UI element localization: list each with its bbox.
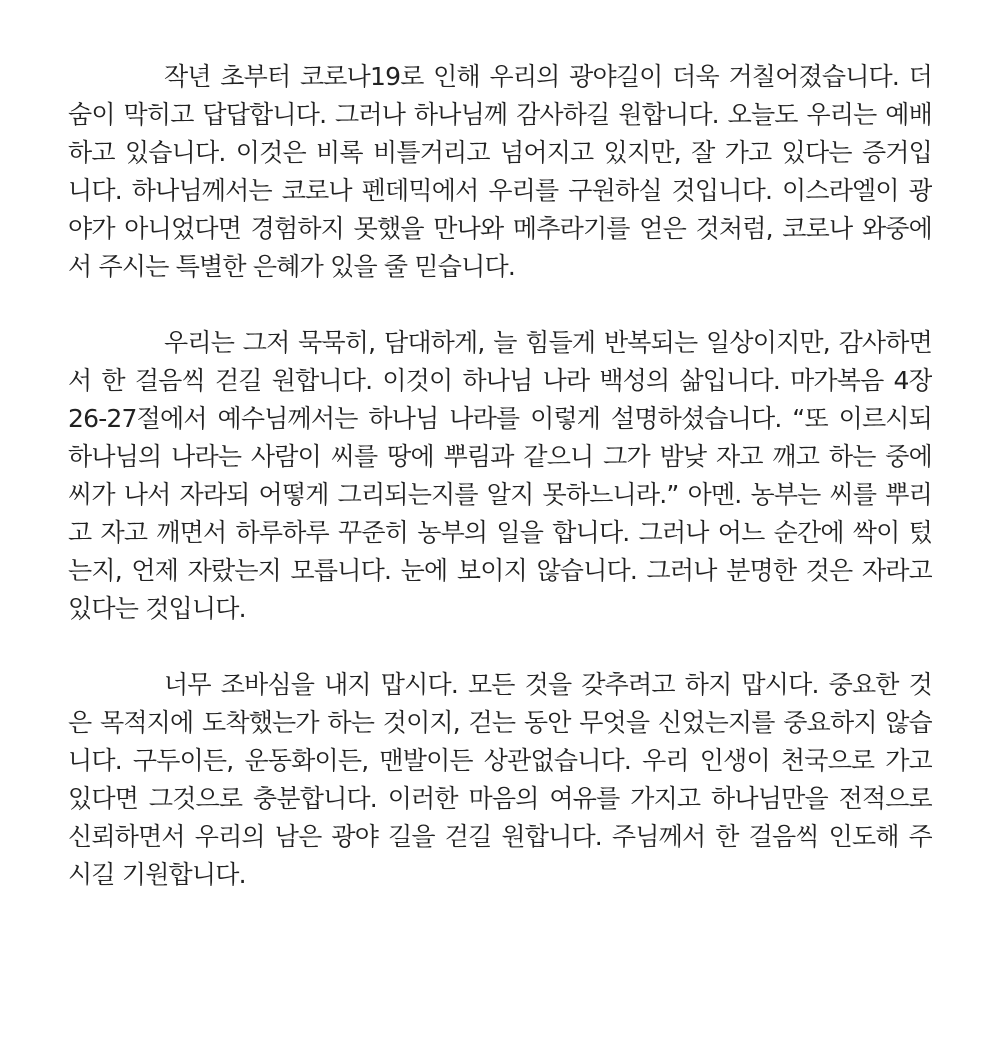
- text-line: 숨이 막히고 답답합니다. 그러나 하나님께 감사하길 원합니다. 오늘도 우리는 예배: [68, 100, 932, 129]
- paragraph-spacer: [68, 286, 932, 324]
- text-line: 니다. 하나님께서는 코로나 펜데믹에서 우리를 구원하실 것입니다. 이스라엘이 광: [68, 176, 932, 205]
- text-line: 씨가 나서 자라되 어떻게 그리되는지를 알지 못하느니라.” 아멘. 농부는 씨를 뿌리: [68, 480, 932, 509]
- text-line: 은 목적지에 도착했는가 하는 것이지, 걷는 동안 무엇을 신었는지를 중요하지 않습: [68, 708, 932, 737]
- text-line: 서 한 걸음씩 걷길 원합니다. 이것이 하나님 나라 백성의 삶입니다. 마가복음 4장: [68, 366, 932, 395]
- document-body: [68, 58, 932, 894]
- text-line: 니다. 구두이든, 운동화이든, 맨발이든 상관없습니다. 우리 인생이 천국으로 가고: [68, 746, 932, 775]
- text-line: 서 주시는 특별한 은혜가 있을 줄 믿습니다.: [68, 252, 515, 281]
- text-line: 있다면 그것으로 충분합니다. 이러한 마음의 여유를 가지고 하나님만을 전적으로: [68, 784, 932, 813]
- text-line: 하고 있습니다. 이것은 비록 비틀거리고 넘어지고 있지만, 잘 가고 있다는 증거입: [68, 138, 932, 167]
- text-line: 우리는 그저 묵묵히, 담대하게, 늘 힘들게 반복되는 일상이지만, 감사하면: [164, 328, 932, 357]
- paragraph-2: [68, 324, 932, 628]
- text-line: 작년 초부터 코로나19로 인해 우리의 광야길이 더욱 거칠어졌습니다. 더: [164, 62, 932, 91]
- text-line: 너무 조바심을 내지 맙시다. 모든 것을 갖추려고 하지 맙시다. 중요한 것: [164, 670, 932, 699]
- paragraph-1: [68, 58, 932, 286]
- paragraph-3: [68, 666, 932, 894]
- text-line: 26-27절에서 예수님께서는 하나님 나라를 이렇게 설명하셨습니다. “또 이르시되: [68, 404, 932, 433]
- text-line: 하나님의 나라는 사람이 씨를 땅에 뿌림과 같으니 그가 밤낮 자고 깨고 하는 중에: [68, 442, 932, 471]
- text-line: 야가 아니었다면 경험하지 못했을 만나와 메추라기를 얻은 것처럼, 코로나 와중에: [68, 214, 932, 243]
- text-line: 고 자고 깨면서 하루하루 꾸준히 농부의 일을 합니다. 그러나 어느 순간에 싹이 텄: [68, 518, 932, 547]
- text-line: 시길 기원합니다.: [68, 860, 246, 889]
- text-line: 는지, 언제 자랐는지 모릅니다. 눈에 보이지 않습니다. 그러나 분명한 것은 자라고: [68, 556, 932, 585]
- paragraph-spacer: [68, 628, 932, 666]
- text-line: 신뢰하면서 우리의 남은 광야 길을 걷길 원합니다. 주님께서 한 걸음씩 인도해 주: [68, 822, 932, 851]
- text-line: 있다는 것입니다.: [68, 594, 246, 623]
